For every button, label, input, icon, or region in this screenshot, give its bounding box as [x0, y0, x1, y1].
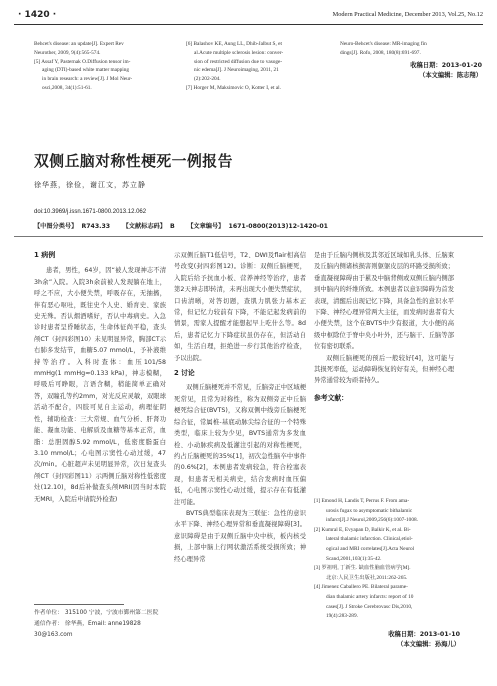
discussion-paragraph: 双侧丘脑梗死的预后一般较好[4]，这可能与其损死率低，运动障碍恢复的好有关，但神经心理异常通常较为顽者持久。: [314, 354, 454, 385]
footnote-rule: [34, 604, 124, 605]
ref-line: [6] Balashov KE, Aung LL, Dhib-Jalbut S, et: [186, 41, 282, 47]
discussion-continued: 是由于丘脑内侧核及其邻近区域如乳头体、丘脑束及丘脑内侧诸核损害则躯躯皮层的环路受损所致；垂直凝视障碍由于累及中脑背侧或双侧丘脑内侧部到中脑内的纤维所致。本例患者以意识障碍为首发表现，清醒后出现记忆下降，具备急性的意识水平下降、神经心理异常两大主征，而发病时患者有大小便失禁，这个在BVTS中少有报道，大小便的高级中枢除位于脊中央小叶外，还与脑干、丘脑等部位有密切联系。: [314, 252, 454, 351]
clc-number: 【中图分类号】 R743.33: [34, 223, 111, 230]
reference-line: urosis fugax to asymptomatic bithalamic: [326, 507, 413, 514]
received-date: 收稿日期：2013-01-20: [410, 62, 482, 69]
section-heading-discussion: 2 讨论: [174, 369, 195, 378]
reference-line: cases[J]. J Stroke Cerebrovasc Dis,2010,: [326, 603, 413, 610]
reference-line: [4] Jimenez Caballero PE. Bilateral parame-: [314, 584, 408, 591]
reference-line: dian thalamic artery infarcts: report of 10: [326, 593, 414, 600]
references-heading: 参考文献：: [314, 393, 348, 402]
reference-line: [3] 罗祖明, 丁新生. 缺血性脑血管病学[M].: [314, 565, 411, 572]
editor-note: （本文编辑：陈志翔）: [419, 72, 482, 79]
ref-line: Neurother, 2009, 9(4):565-574.: [34, 49, 101, 56]
reference-line: ogical and MRI correlates[J].Acta Neurol: [326, 545, 415, 552]
prev-refs-left: [34, 40, 182, 93]
article-authors: 徐华燕，徐俭，谢江文，苏立静: [34, 181, 146, 189]
column-3: [314, 250, 454, 406]
article-meta: [34, 221, 328, 230]
references-list: [314, 497, 460, 622]
journal-running-header: Modern Practical Medicine, December 2013, Vol.25, No.12: [332, 11, 483, 18]
ref-line: [7] Horger M, Maksimovic O, Kotter I, et al.: [186, 84, 281, 91]
author-unit: 作者单位： 315100 宁波，宁波市鄞州第二医院: [34, 610, 159, 616]
section-rule: [14, 236, 483, 237]
page-number: · 1420 ·: [18, 10, 57, 20]
ref-line: sion of restricted diffusion due to vasoge-: [194, 58, 283, 65]
prev-received-block: [340, 61, 482, 81]
article-doi: doi:10.3969/j.issn.1671-0800.2013.12.062: [34, 209, 147, 215]
ref-line: al.Acute multiple sclerosis lesion: conver-: [194, 49, 284, 56]
prev-refs-mid: [186, 40, 336, 93]
ref-line: Neuro-Behcet's disease: MR-imaging fin: [340, 41, 427, 47]
editor-note: （本文编辑：孙海儿）: [397, 641, 460, 648]
column-2: [174, 250, 306, 565]
corresponding-author: 通信作者： 徐华燕，Email: anne19828 30@163.com: [34, 621, 141, 638]
reference-line: lateral thalamic infarction. Clinical,etiol-: [326, 536, 413, 543]
reference-line: infarct[J].J Neurol,2009,256(6):1007-1008.: [326, 517, 418, 524]
ref-line: in brain research: a review[J]. J Mol Neur-: [42, 76, 133, 83]
reference-line: 北京:人民卫生出版社,2011:262-265.: [326, 574, 408, 581]
received-date: 收稿日期：2013-01-10: [388, 631, 460, 638]
document-code: 【文献标志码】 B: [122, 223, 175, 230]
ref-line: (2):202-204.: [194, 76, 221, 83]
received-block: [314, 630, 460, 650]
discussion-paragraph: 双侧丘脑梗死并不常见，丘脑旁正中区域梗死常见，且常为对称性，称为双侧旁正中丘脑梗死综合征(BVTS)，又称双侧中线旁丘脑梗死综合征，常属椎-基底动脉尖综合征的一个特殊类型，临床上较为少见，BVTS通常为多发血栓、小动脉疾病及低灌注引起的对称性梗死，约占丘脑梗死的35%[1]，初次急性脑卒中事件的0.6%[2]，本例患者发病较急，符合栓塞表现，但患者无相关病史，结合发病时血压偏低，心电图示窦性心动过缓，提示存在有低灌注可能。: [174, 384, 306, 506]
reference-line: [2] Kumral E, Evyapan D, Balkir K, et al. Bi-: [314, 526, 411, 533]
reference-line: Scand,2001,103(1):35-42.: [326, 555, 382, 562]
case-report-continued: 示双侧丘脑T1低信号，T2、DWI及flair相高信号改变(封四彩图12)。诊断：双侧丘脑梗死，入院后给予抗血小板、营养神经等治疗，患者第2天神志即转清，未再出现大小便失禁症状，口齿清晰，对答切题，查肌力肌张力基本正常，但记忆力较前有下降，不能记起发病前的情景，需家人提醒才能想起早上吃什么等。8d后，患者记忆力下降症状虽仍存在，但活动自如，生活自理，拒绝进一步行其他治疗检查，予以出院。: [174, 252, 306, 362]
reference-line: 19(4):283-289.: [326, 613, 358, 620]
article-number: 【文章编号】 1671-0800(2013)12-1420-01: [187, 223, 328, 230]
column-1: [34, 250, 166, 505]
ref-line: [5] Assaf Y, Pasternak O.Diffusion tensor im-: [34, 58, 131, 65]
header-rule: [14, 24, 483, 25]
section-heading-case: 1 病例: [34, 251, 56, 259]
prev-refs-right: [340, 40, 482, 58]
article-title: 双侧丘脑对称性梗死一例报告: [34, 153, 233, 170]
ref-line: dings[J]. Rofo, 2008, 180(8):691-697.: [340, 49, 421, 56]
discussion-paragraph: BVTS典型临床表现为三联征：急性的意识水平下降、神经心理异常和垂直凝视障碍[3]。意识障碍是由于双侧丘脑中央中核，板内核受损，上部中脑上行网状激活系统受损所致；神经心理异常: [174, 509, 306, 563]
ref-line: aging (DTI)-based white matter mapping: [42, 67, 130, 74]
ref-line: osci,2008, 34(1):51-61.: [42, 84, 92, 91]
ref-line: nic edema[J]. J Neuroimaging, 2011, 21: [194, 67, 279, 74]
reference-line: [1] Emond H, Landis T, Perrus F. From ama-: [314, 498, 410, 504]
case-report-text: 患者，男性，64岁，因“被人发现神志不清3h余”入院。入院3h余前被人发现躺在地上，呼之不应，大小便失禁，呼吸存在，无抽搐，伴有恶心呕吐，既往史个人史、婚育史、家族史无殊。否认烟酒嗜好，否认中毒病史。入急诊时患者呈昏睡状态，生命体征尚平稳，查头颅CT（封四彩图10）未见明显异常，胸部CT示右肺多发结节，血糖5.07 mmol/L，予补液维持等治疗。入科时查体：血压101/58 mmHg(1 mmHg≈0.133 kPa)，神志模糊，呼吸后可睁眼，言语含糊，稍能简单正确对答，双瞳孔等约2mm，对光反应灵敏，双眼球活动不配合，四肢可见自主运动，病理征阴性，辅助检查：三大常规、血气分析、肝肾功能、凝血功能、电解质及血糖等基本正常，血脂：总胆固醇5.92 mmol/L，低密度脂蛋白3.10 mmol/L；心电图示窦性心动过缓，47次/min。心脏超声未见明显异常，次日复查头颅CT（封四彩图11）示两侧丘脑对称性低密度灶(12.10)，8d后补做查头颅MRI(因当时本院无MRI，入院后申请院外检查): [34, 267, 166, 503]
ref-line: Behcet's disease: an update[J]. Expert Rev: [34, 41, 124, 47]
footnote: [34, 608, 166, 641]
